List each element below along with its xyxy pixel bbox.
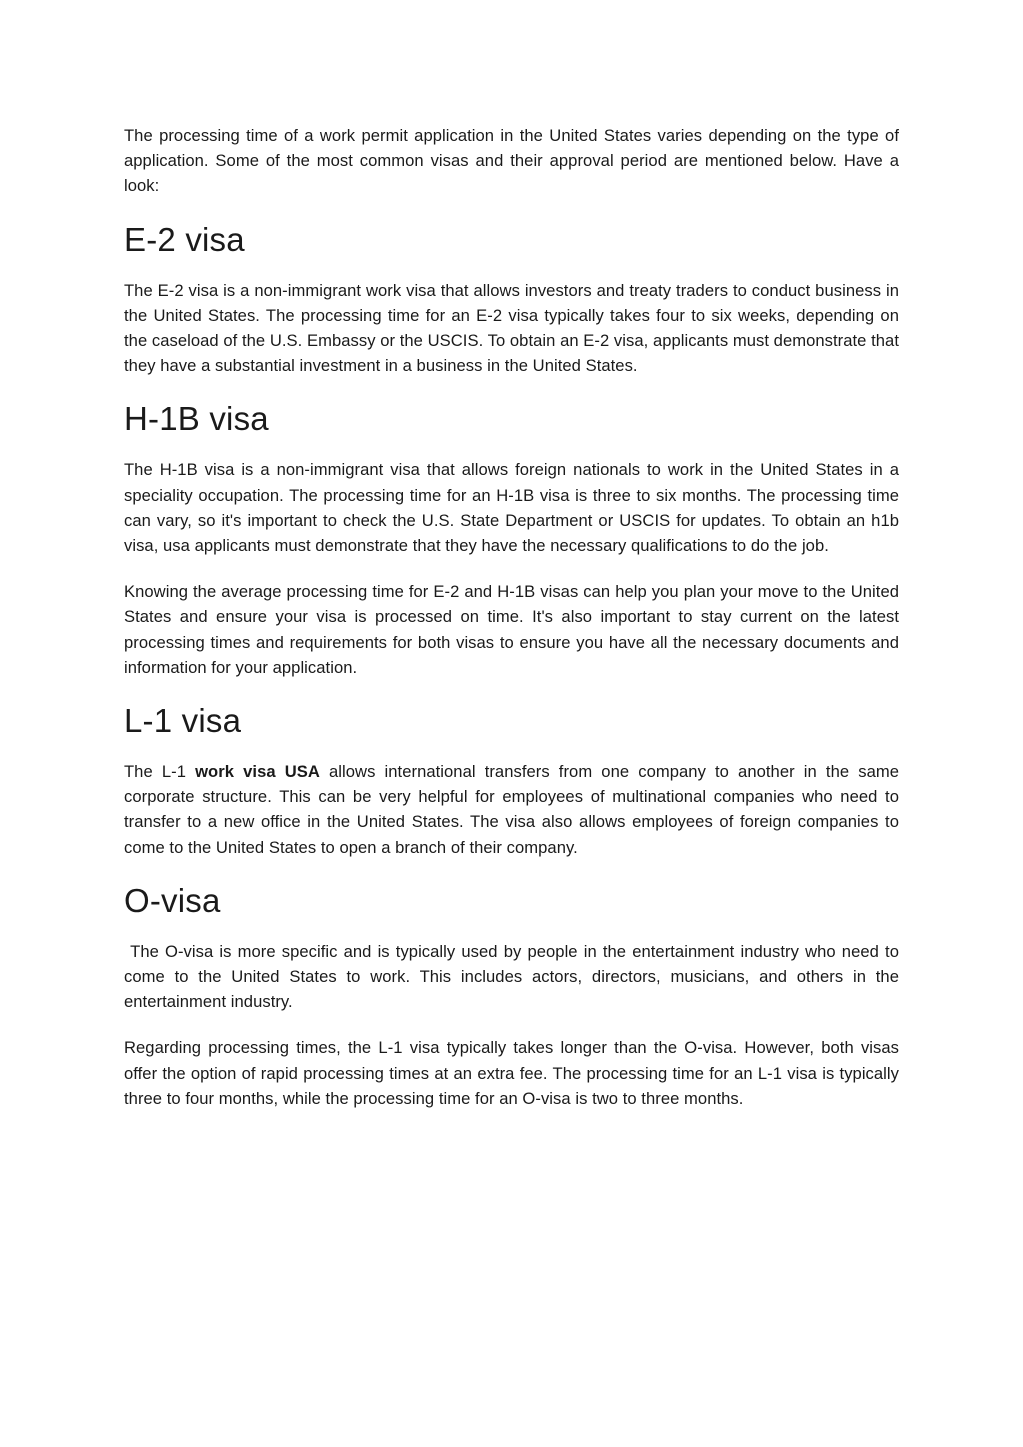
o-visa-heading: O-visa (124, 881, 221, 919)
l1-visa-heading: L-1 visa (124, 702, 242, 740)
h1b-visa-heading: H-1B visa (124, 400, 269, 438)
processing-time-paragraph: Knowing the average processing time for E-2 and H-1B visas can help you plan your move to the United States and ensure your visa is processed on time. It's also important to stay current on the latest processing times and requirements for both visas to ensure you have all the necessary documents and information for your application. (124, 582, 899, 677)
e2-visa-paragraph: The E-2 visa is a non-immigrant work visa that allows investors and treaty traders to conduct business in the United States. The processing time for an E-2 visa typically takes four to six weeks, depending on the caseload of the U.S. Embassy or the USCIS. To obtain an E-2 visa, applicants must demonstrate that they have a substantial investment in a business in the United States. (124, 280, 899, 376)
l1-text-after: allows international transfers from one company to another in the same corporate structure. This can be very helpful for employees of multinational companies who need to transfer to a new office in the United States. The visa also allows employees of foreign companies to come to the United States to open a branch of their company. (124, 762, 900, 857)
work-visa-usa-link: work visa USA (195, 762, 320, 782)
o-visa-paragraph: The O-visa is more specific and is typically used by people in the entertainment industry who need to come to the United States to work. This includes actors, directors, musicians, and others in the entertainment industry. (124, 941, 904, 1012)
l1-text-before: The L-1 (124, 762, 196, 782)
h1b-visa-paragraph: The H-1B visa is a non-immigrant visa that allows foreign nationals to work in the United States in a speciality occupation. The processing time for an H-1B visa is three to six months. The processing time can vary, so it's important to check the U.S. State Department or USCIS for updates. To obtain an h1b visa, usa applicants must demonstrate that they have the necessary qualifications to do the job. (124, 460, 899, 556)
l1-visa-paragraph (124, 759, 899, 860)
e2-visa-heading: E-2 visa (124, 220, 245, 258)
document-page (124, 123, 904, 1132)
intro-paragraph: The processing time of a work permit application in the United States varies depending on the type of application. Some of the most common visas and their approval period are mentioned below. Have a look: (124, 126, 899, 196)
comparison-paragraph: Regarding processing times, the L-1 visa typically takes longer than the O-visa. However, both visas offer the option of rapid processing times at an extra fee. The processing time for an L-1 visa is typically three to four months, while the processing time for an O-visa is two to three months. (124, 1038, 899, 1108)
